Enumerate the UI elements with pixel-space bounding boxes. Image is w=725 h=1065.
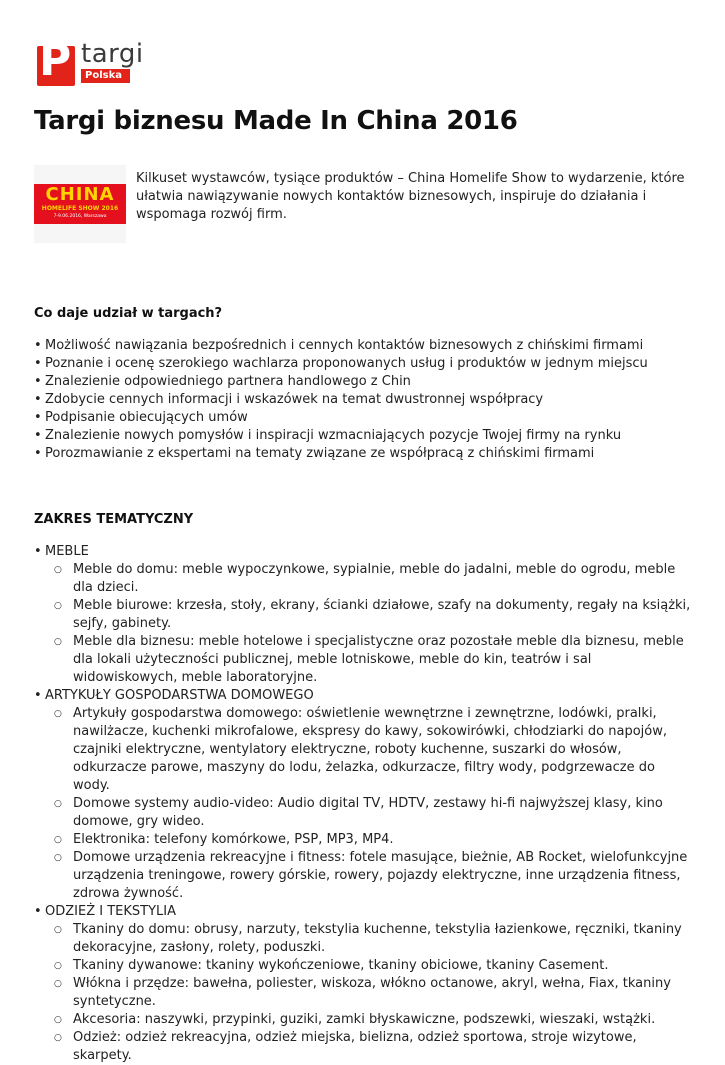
logo-letter: P xyxy=(39,35,70,86)
logo-sub: Polska xyxy=(81,69,130,83)
list-item: • Zdobycie cennych informacji i wskazówek na temat dwustronnej współpracy xyxy=(34,391,694,409)
category-label: ARTYKUŁY GOSPODARSTWA DOMOWEGO xyxy=(45,688,314,703)
list-item: ○ Elektronika: telefony komórkowe, PSP, MP3, MP4. xyxy=(45,831,694,849)
intro-paragraph: Kilkuset wystawców, tysiące produktów – China Homelife Show to wydarzenie, które ułatwia nawiązywanie nowych kontaktów biznesowych, inspiruje do działania i wspomaga rozwój firm. xyxy=(136,171,685,222)
list-item: ○ Meble dla biznesu: meble hotelowe i specjalistyczne oraz pozostałe meble dla biznesu, meble dla lokali użyteczności publicznej, meble lotniskowe, meble do kin, teatrów i sal widowiskowych, meble laboratoryjne. xyxy=(45,633,694,687)
page-title: Targi biznesu Made In China 2016 xyxy=(34,106,518,136)
list-item: • Poznanie i ocenę szerokiego wachlarza proponowanych usług i produktów w jednym miejscu xyxy=(34,355,694,373)
list-item: ○ Domowe urządzenia rekreacyjne i fitness: fotele masujące, bieżnie, AB Rocket, wielofunkcyjne urządzenia treningowe, rowery górskie, rowery, pojazdy elektryczne, inne urządzenia fitness, zdrowa żywność. xyxy=(45,849,694,903)
banner-subheadline: HOMELIFE SHOW 2016 xyxy=(41,205,119,212)
scope-heading: ZAKRES TEMATYCZNY xyxy=(34,512,194,527)
benefits-heading: Co daje udział w targach? xyxy=(34,306,223,321)
category-items xyxy=(45,921,694,1065)
list-item: ○ Akcesoria: naszywki, przypinki, guziki, zamki błyskawiczne, podszewki, wieszaki, wstążki. xyxy=(45,1011,694,1029)
event-banner xyxy=(34,184,126,224)
list-item: ○ Meble biurowe: krzesła, stoły, ekrany, ścianki działowe, szafy na dokumenty, regały na książki, sejfy, gabinety. xyxy=(45,597,694,633)
category-odziez xyxy=(34,903,694,1065)
logo-name: targi xyxy=(81,39,144,69)
scope-list xyxy=(34,543,694,1065)
list-item: ○ Meble do domu: meble wypoczynkowe, sypialnie, meble do jadalni, meble do ogrodu, meble dla dzieci. xyxy=(45,561,694,597)
list-item: ○ Tkaniny dywanowe: tkaniny wykończeniowe, tkaniny obiciowe, tkaniny Casement. xyxy=(45,957,694,975)
banner-dates: 7-9.06.2016, Warszawa xyxy=(53,214,107,219)
event-thumbnail xyxy=(34,165,126,243)
banner-headline: CHINA xyxy=(45,184,115,205)
list-item: • Podpisanie obiecujących umów xyxy=(34,409,694,427)
list-item: • Znalezienie nowych pomysłów i inspiracji wzmacniających pozycje Twojej firmy na rynku xyxy=(34,427,694,445)
site-logo[interactable] xyxy=(37,35,167,88)
category-items xyxy=(45,561,694,687)
benefits-list xyxy=(34,337,694,463)
list-item: ○ Domowe systemy audio-video: Audio digital TV, HDTV, zestawy hi-fi najwyższej klasy, kino domowe, gry wideo. xyxy=(45,795,694,831)
list-item: • Porozmawianie z ekspertami na tematy związane ze współpracą z chińskimi firmami xyxy=(34,445,694,463)
category-label: MEBLE xyxy=(45,544,89,559)
list-item: ○ Włókna i przędze: bawełna, poliester, wiskoza, włókno octanowe, akryl, wełna, Fiax, tkaniny syntetyczne. xyxy=(45,975,694,1011)
category-label: ODZIEŻ I TEKSTYLIA xyxy=(45,904,176,919)
list-item: • Możliwość nawiązania bezpośrednich i cennych kontaktów biznesowych z chińskimi firmami xyxy=(34,337,694,355)
category-items xyxy=(45,705,694,903)
list-item: ○ Artykuły gospodarstwa domowego: oświetlenie wewnętrzne i zewnętrzne, lodówki, pralki, nawilżacze, kuchenki mikrofalowe, ekspresy do kawy, sokowirówki, chłodziarki do napojów, czajniki elektryczne, wentylatory elektryczne, roboty kuchenne, suszarki do włosów, odkurzacze parowe, maszyny do lodu, żelazka, odkurzacze, filtry wody, podgrzewacze do wody. xyxy=(45,705,694,795)
list-item: ○ Tkaniny do domu: obrusy, narzuty, tekstylia kuchenne, tekstylia łazienkowe, ręczniki, tkaniny dekoracyjne, zasłony, rolety, poduszki. xyxy=(45,921,694,957)
category-meble xyxy=(34,543,694,687)
list-item: • Znalezienie odpowiedniego partnera handlowego z Chin xyxy=(34,373,694,391)
category-agd xyxy=(34,687,694,903)
list-item: ○ Odzież: odzież rekreacyjna, odzież miejska, bielizna, odzież sportowa, stroje wizytowe, skarpety. xyxy=(45,1029,694,1065)
